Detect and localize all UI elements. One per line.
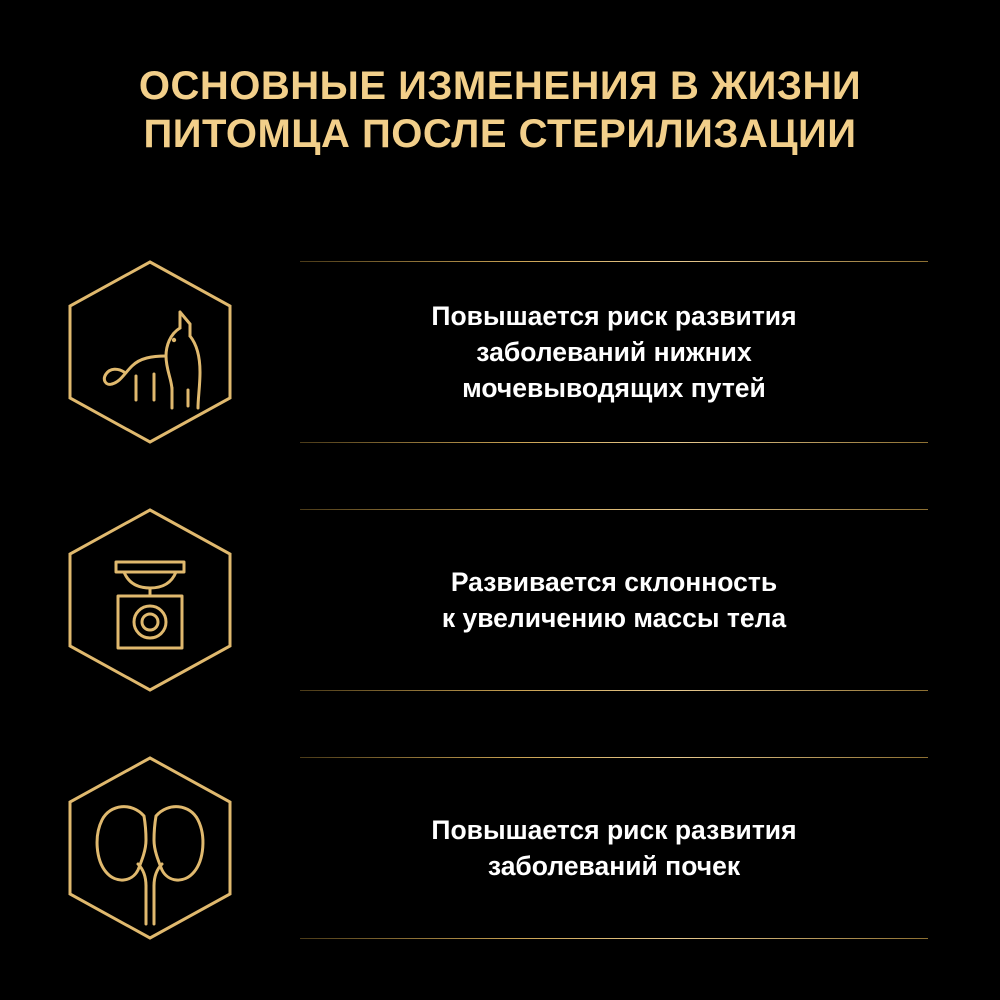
divider-bottom — [300, 690, 928, 691]
benefit-rows — [0, 228, 1000, 972]
icon-cell — [0, 752, 300, 944]
list-item — [0, 228, 1000, 476]
list-item-text-line-2: заболеваний почек — [487, 851, 741, 881]
icon-cell — [0, 256, 300, 448]
text-cell — [300, 757, 928, 939]
icon-cell — [0, 504, 300, 696]
list-item-text-line-2: заболеваний нижних — [476, 337, 752, 367]
text-cell — [300, 509, 928, 691]
kidneys-icon — [62, 752, 238, 944]
list-item — [0, 476, 1000, 724]
list-item-text — [421, 812, 806, 884]
divider-top — [300, 261, 928, 262]
cat-icon — [62, 256, 238, 448]
divider-top — [300, 509, 928, 510]
divider-top — [300, 757, 928, 758]
list-item-text-line-1: Повышается риск развития — [431, 301, 797, 331]
list-item-text-line-2: к увеличению массы тела — [441, 603, 787, 633]
list-item-text-line-1: Развивается склонность — [450, 567, 778, 597]
list-item-text — [432, 564, 796, 636]
page-title-line-2: ПИТОМЦА ПОСЛЕ СТЕРИЛИЗАЦИИ — [143, 112, 857, 156]
divider-bottom — [300, 938, 928, 939]
page-title — [50, 62, 950, 158]
kitchen-scale-icon — [62, 504, 238, 696]
page-title-line-1: ОСНОВНЫЕ ИЗМЕНЕНИЯ В ЖИЗНИ — [138, 64, 862, 108]
list-item-text-line-1: Повышается риск развития — [431, 815, 797, 845]
divider-bottom — [300, 442, 928, 443]
text-cell — [300, 261, 928, 443]
list-item-text-line-3: мочевыводящих путей — [462, 373, 766, 403]
list-item — [0, 724, 1000, 972]
list-item-text — [421, 298, 806, 406]
